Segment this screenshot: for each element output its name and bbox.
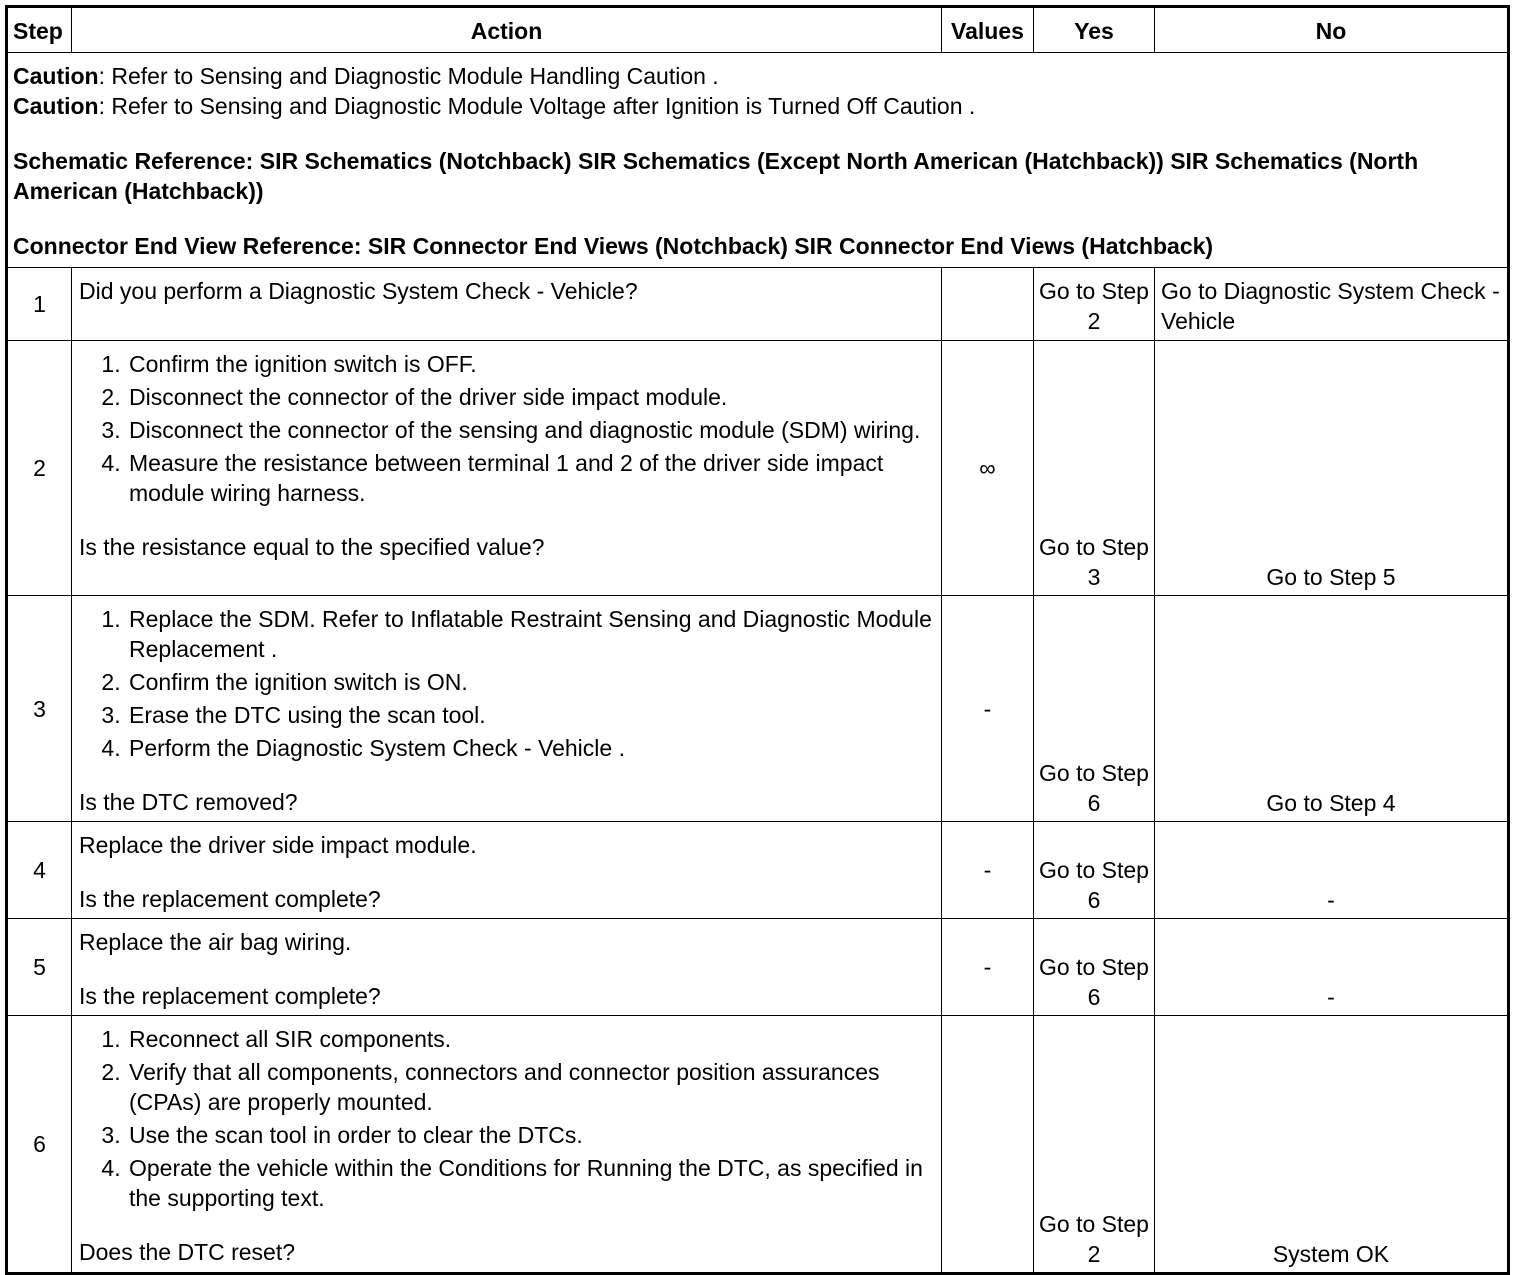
list-item: 3. Disconnect the connector of the sensing and diagnostic module (SDM) wiring. bbox=[127, 415, 935, 445]
list-item: 3. Erase the DTC using the scan tool. bbox=[127, 700, 935, 730]
step-question: Is the replacement complete? bbox=[79, 983, 381, 1009]
step-no: - bbox=[1155, 822, 1509, 919]
step-yes: Go to Step 2 bbox=[1034, 1016, 1155, 1274]
step-number: 3 bbox=[7, 596, 72, 822]
list-item: 1. Confirm the ignition switch is OFF. bbox=[127, 349, 935, 379]
step-no: - bbox=[1155, 919, 1509, 1016]
header-values: Values bbox=[942, 7, 1034, 53]
header-no: No bbox=[1155, 7, 1509, 53]
list-item: 4. Measure the resistance between terminal 1 and 2 of the driver side impact module wiring harness. bbox=[127, 448, 935, 508]
caution-text-1: : Refer to Sensing and Diagnostic Module Handling Caution . bbox=[98, 63, 719, 89]
list-item: 4. Perform the Diagnostic System Check - Vehicle . bbox=[127, 733, 935, 763]
list-item: 1. Reconnect all SIR components. bbox=[127, 1024, 935, 1054]
step-number: 2 bbox=[7, 341, 72, 596]
step-number: 4 bbox=[7, 822, 72, 919]
step-list bbox=[79, 349, 935, 508]
schematic-reference: Schematic Reference: SIR Schematics (Notchback) SIR Schematics (Except North American (Hatchback)) SIR Schematics (North American (Hatchback)) bbox=[13, 148, 1419, 204]
caution-line-1 bbox=[13, 61, 1502, 91]
header-yes: Yes bbox=[1034, 7, 1155, 53]
list-item: 4. Operate the vehicle within the Conditions for Running the DTC, as specified in the supporting text. bbox=[127, 1153, 935, 1213]
step-action bbox=[72, 822, 942, 919]
info-cell bbox=[7, 53, 1509, 268]
header-row bbox=[7, 7, 1509, 53]
step-no: Go to Step 5 bbox=[1155, 341, 1509, 596]
step-text: Replace the driver side impact module. bbox=[79, 832, 477, 858]
list-item: 2. Confirm the ignition switch is ON. bbox=[127, 667, 935, 697]
caution-label-1: Caution bbox=[13, 63, 99, 89]
table-row bbox=[7, 919, 1509, 1016]
step-text: Did you perform a Diagnostic System Check - Vehicle? bbox=[79, 278, 638, 304]
step-question: Is the DTC removed? bbox=[79, 789, 298, 815]
connector-reference: Connector End View Reference: SIR Connector End Views (Notchback) SIR Connector End Views (Hatchback) bbox=[13, 233, 1214, 259]
step-values bbox=[942, 1016, 1034, 1274]
table-row bbox=[7, 1016, 1509, 1274]
step-yes: Go to Step 2 bbox=[1034, 268, 1155, 341]
step-question: Is the replacement complete? bbox=[79, 886, 381, 912]
info-row bbox=[7, 53, 1509, 268]
step-no: Go to Diagnostic System Check - Vehicle bbox=[1155, 268, 1509, 341]
step-text: Replace the air bag wiring. bbox=[79, 929, 352, 955]
caution-line-2 bbox=[13, 91, 1502, 121]
step-values: ∞ bbox=[942, 341, 1034, 596]
step-values: - bbox=[942, 822, 1034, 919]
step-yes: Go to Step 6 bbox=[1034, 919, 1155, 1016]
step-no: Go to Step 4 bbox=[1155, 596, 1509, 822]
list-item: 2. Disconnect the connector of the driver side impact module. bbox=[127, 382, 935, 412]
step-action bbox=[72, 341, 942, 596]
step-number: 5 bbox=[7, 919, 72, 1016]
step-number: 1 bbox=[7, 268, 72, 341]
step-values: - bbox=[942, 596, 1034, 822]
step-values: - bbox=[942, 919, 1034, 1016]
step-action bbox=[72, 268, 942, 341]
step-list bbox=[79, 1024, 935, 1213]
step-question: Is the resistance equal to the specified value? bbox=[79, 534, 545, 560]
table-row bbox=[7, 822, 1509, 919]
step-yes: Go to Step 6 bbox=[1034, 596, 1155, 822]
table-row bbox=[7, 596, 1509, 822]
list-item: 3. Use the scan tool in order to clear the DTCs. bbox=[127, 1120, 935, 1150]
step-action bbox=[72, 596, 942, 822]
step-list bbox=[79, 604, 935, 763]
caution-label-2: Caution bbox=[13, 93, 99, 119]
table-row bbox=[7, 268, 1509, 341]
list-item: 1. Replace the SDM. Refer to Inflatable Restraint Sensing and Diagnostic Module Replacement . bbox=[127, 604, 935, 664]
step-yes: Go to Step 3 bbox=[1034, 341, 1155, 596]
step-question: Does the DTC reset? bbox=[79, 1239, 296, 1265]
list-item: 2. Verify that all components, connectors and connector position assurances (CPAs) are properly mounted. bbox=[127, 1057, 935, 1117]
header-step: Step bbox=[7, 7, 72, 53]
step-number: 6 bbox=[7, 1016, 72, 1274]
step-no: System OK bbox=[1155, 1016, 1509, 1274]
step-values bbox=[942, 268, 1034, 341]
step-yes: Go to Step 6 bbox=[1034, 822, 1155, 919]
diagnostic-table bbox=[5, 5, 1510, 1275]
header-action: Action bbox=[72, 7, 942, 53]
caution-text-2: : Refer to Sensing and Diagnostic Module Voltage after Ignition is Turned Off Caution . bbox=[98, 93, 976, 119]
diagnostic-table-container bbox=[5, 5, 1507, 1275]
step-action bbox=[72, 1016, 942, 1274]
table-row bbox=[7, 341, 1509, 596]
step-action bbox=[72, 919, 942, 1016]
